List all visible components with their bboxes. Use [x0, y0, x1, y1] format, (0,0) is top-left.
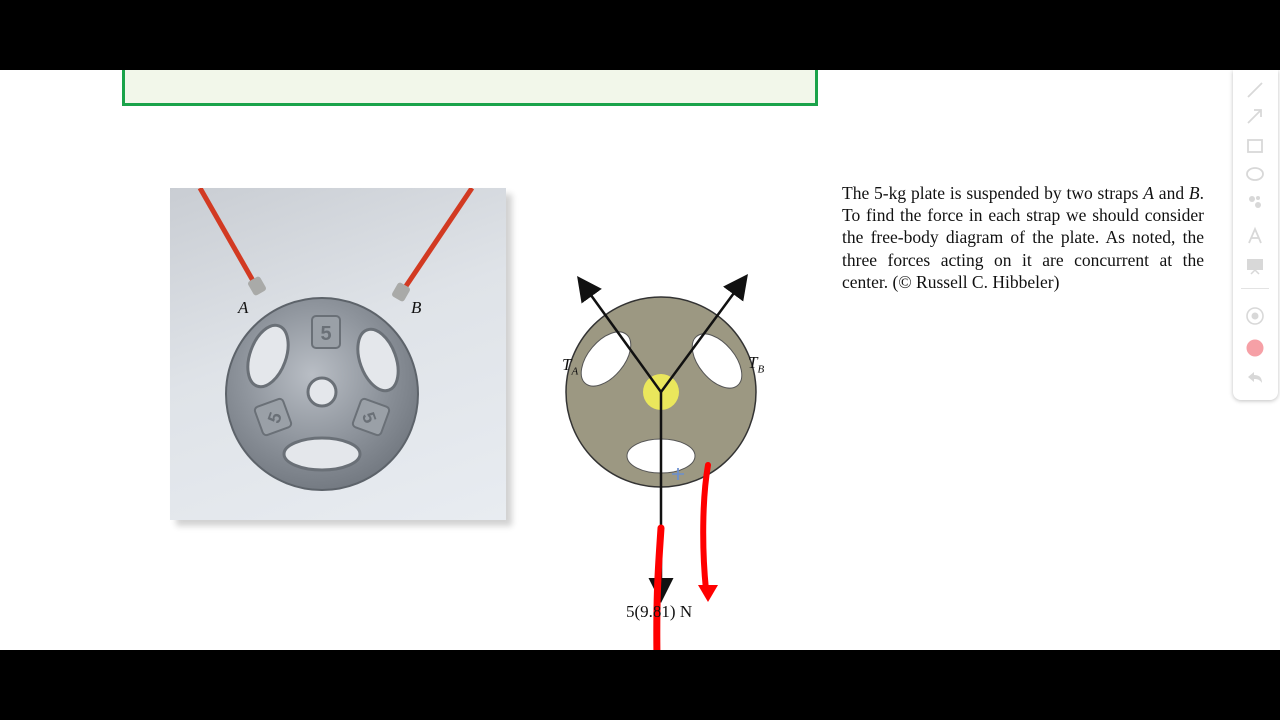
label-a: A [238, 298, 249, 317]
label-b: B [411, 298, 422, 317]
shapes-icon[interactable] [1243, 190, 1267, 214]
strap-b [402, 188, 472, 292]
label-ta: $T_A$ [562, 355, 579, 378]
svg-text:5: 5 [320, 323, 332, 345]
color-icon[interactable] [1243, 336, 1267, 360]
free-body-diagram [540, 260, 800, 650]
undo-icon[interactable] [1243, 366, 1267, 390]
highlight-box [122, 70, 818, 106]
svg-text:5: 5 [263, 409, 286, 426]
strap-a [200, 188, 256, 286]
description-text: The 5-kg plate is suspended by two straps A and B. To find the force in each strap we should consider the free-body diagram of the plate. As noted, the three forces acting on it are concurrent at the center. (© Russell C. Hibbeler) [842, 183, 1204, 292]
plate-photo [170, 188, 506, 520]
red-annotation-line-2 [703, 465, 708, 590]
red-annotation-line-1 [657, 528, 661, 650]
slide-page [0, 70, 1280, 650]
label-tb: $T_B$ [748, 353, 765, 376]
svg-text:5: 5 [358, 409, 381, 426]
pen-icon[interactable] [1243, 78, 1267, 102]
rectangle-icon[interactable] [1243, 134, 1267, 158]
ellipse-icon[interactable] [1243, 162, 1267, 186]
weight-label: 5(9.81) N [626, 602, 693, 621]
text-icon[interactable] [1243, 224, 1267, 248]
arrow-icon[interactable] [1243, 104, 1267, 128]
annotation-toolbar [1233, 70, 1278, 400]
record-icon[interactable] [1243, 304, 1267, 328]
toolbar-divider [1241, 288, 1269, 289]
whiteboard-icon[interactable] [1243, 254, 1267, 278]
